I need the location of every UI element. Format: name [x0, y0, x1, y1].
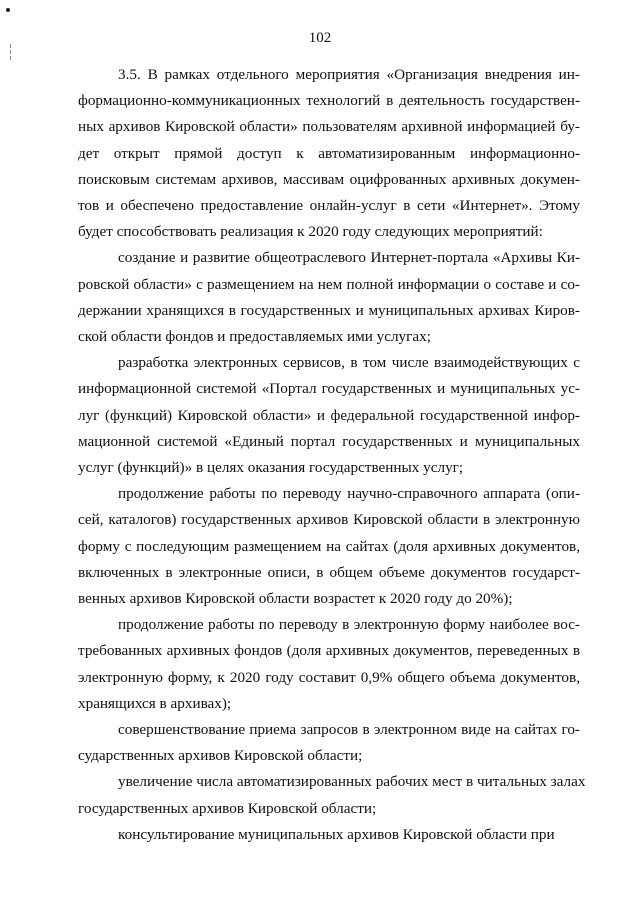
text-line: тов и обеспечено предоставление онлайн-услуг в сети «Интернет». Этому: [78, 197, 580, 215]
text-line: будет способствовать реализация к 2020 году следующих мероприятий:: [78, 223, 543, 241]
paragraph-requests: [78, 717, 580, 769]
text-line: форму с последующим размещением на сайтах (доля архивных документов,: [78, 537, 580, 555]
text-line: разработка электронных сервисов, в том числе взаимодействующих с: [118, 354, 580, 372]
text-line: ных архивов Кировской области» пользователям архивной информацией бу-: [78, 118, 580, 136]
text-line: дет открыт прямой доступ к автоматизированным информационно-: [78, 144, 580, 162]
scan-artifact-dot: [6, 8, 10, 12]
text-line: увеличение числа автоматизированных рабочих мест в читальных залах: [118, 773, 586, 791]
text-line: ской области фондов и предоставляемых ими услугах;: [78, 328, 431, 346]
paragraph-consulting: [78, 822, 580, 848]
text-line: держании хранящихся в государственных и муниципальных архивах Киров-: [78, 301, 580, 319]
text-line: консультирование муниципальных архивов Кировской области при: [118, 825, 555, 843]
page-number: 102: [308, 30, 332, 46]
scan-artifact-mark: [10, 56, 11, 60]
text-line: требованных архивных фондов (доля архивных документов, переведенных в: [78, 642, 580, 660]
scan-artifact-mark: [10, 50, 11, 54]
text-line: поисковым системам архивов, массивам оцифрованных архивных докумен-: [78, 170, 580, 188]
text-line: венных архивов Кировской области возрастет к 2020 году до 20%);: [78, 590, 513, 608]
text-line: ровской области» с размещением на нем полной информации о составе и со-: [78, 275, 580, 293]
paragraph-reference: [78, 481, 580, 612]
paragraph-workplaces: [78, 769, 586, 821]
paragraph-intro: [78, 62, 580, 245]
text-line: 3.5. В рамках отдельного мероприятия «Организация внедрения ин-: [118, 66, 580, 83]
text-line: услуг (функций)» в целях оказания государственных услуг;: [78, 459, 464, 477]
text-line: хранящихся в архивах);: [78, 694, 232, 712]
paragraph-funds: [78, 612, 580, 717]
document-body: [78, 62, 586, 848]
text-line: сударственных архивов Кировской области;: [78, 747, 363, 765]
text-line: формационно-коммуникационных технологий в деятельность государствен-: [78, 92, 580, 110]
text-line: луг (функций) Кировской области» и федеральной государственной инфор-: [78, 406, 580, 424]
text-line: сей, каталогов) государственных архивов Кировской области в электронную: [78, 511, 580, 529]
text-line: создание и развитие общеотраслевого Интернет-портала «Архивы Ки-: [118, 249, 580, 267]
text-line: продолжение работы по переводу в электронную форму наиболее вос-: [118, 616, 580, 634]
paragraph-portal: [78, 245, 580, 350]
text-line: информационной системой «Портал государственных и муниципальных ус-: [78, 380, 580, 398]
text-line: электронную форму, к 2020 году составит 0,9% общего объема документов,: [78, 668, 580, 686]
text-line: государственных архивов Кировской области;: [78, 799, 377, 817]
text-line: включенных в электронные описи, в общем объеме документов государст-: [78, 563, 580, 581]
text-line: совершенствование приема запросов в электронном виде на сайтах го-: [118, 721, 580, 739]
text-line: продолжение работы по переводу научно-справочного аппарата (опи-: [118, 485, 580, 503]
paragraph-services: [78, 350, 580, 481]
text-line: мационной системой «Единый портал государственных и муниципальных: [78, 432, 580, 450]
